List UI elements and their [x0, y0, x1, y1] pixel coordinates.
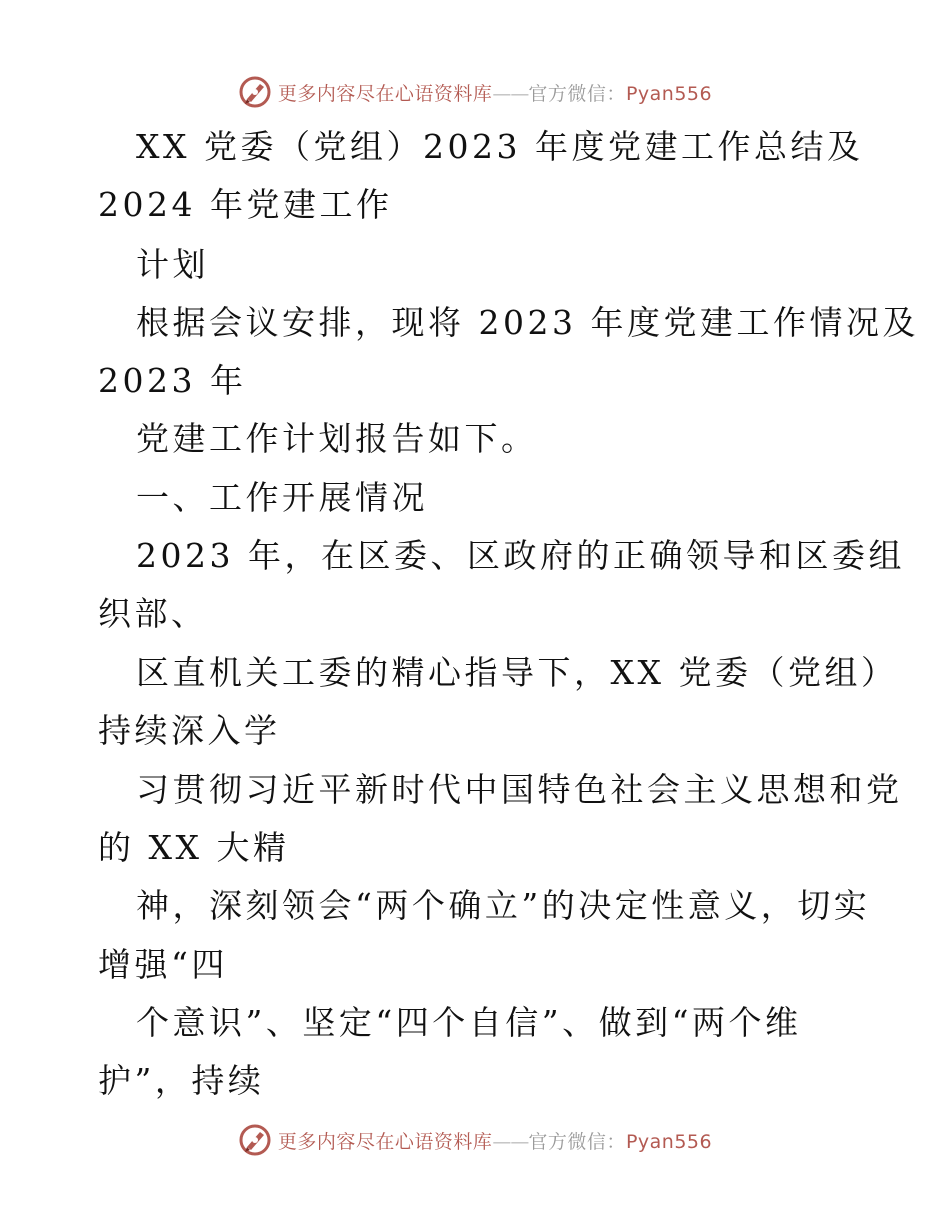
paragraph-line: 2023 年，在区委、区政府的正确领导和区委组 [136, 536, 905, 575]
paragraph-line: 神，深刻领会“两个确立”的决定性意义，切实 [136, 886, 871, 925]
watermark-contact-id: Pyan556 [625, 82, 713, 105]
watermark-separator: —— [492, 82, 529, 105]
watermark-brand: 更多内容尽在心语资料库 [277, 82, 493, 105]
document-title-line-2: 2024 年党建工作 [98, 185, 393, 224]
section-heading: 一、工作开展情况 [136, 478, 428, 517]
watermark-contact-label: 官方微信： [528, 82, 626, 105]
pen-seal-logo-icon [238, 1123, 272, 1157]
paragraph-line: 习贯彻习近平新时代中国特色社会主义思想和党 [136, 770, 903, 809]
watermark-contact-id: Pyan556 [625, 1130, 713, 1153]
paragraph-line: 2023 年 [98, 361, 247, 400]
paragraph-line: 区直机关工委的精心指导下，XX 党委（党组） [136, 653, 898, 692]
watermark-brand: 更多内容尽在心语资料库 [277, 1130, 493, 1153]
watermark-separator: —— [492, 1130, 529, 1153]
watermark-contact-label: 官方微信： [528, 1130, 626, 1153]
document-title-line-1: XX 党委（党组）2023 年度党建工作总结及 [136, 127, 864, 166]
document-title-line-3: 计划 [136, 245, 209, 284]
paragraph-line: 护”，持续 [98, 1061, 265, 1100]
footer-watermark [0, 1120, 950, 1160]
paragraph-line: 根据会议安排，现将 2023 年度党建工作情况及 [136, 303, 919, 342]
paragraph-line: 持续深入学 [98, 711, 281, 750]
paragraph-line: 党建工作计划报告如下。 [136, 419, 538, 458]
paragraph-line: 个意识”、坚定“四个自信”、做到“两个维 [136, 1003, 802, 1042]
paragraph-line: 织部、 [98, 594, 208, 633]
paragraph-line: 的 XX 大精 [98, 828, 290, 867]
paragraph-line: 增强“四 [98, 945, 228, 984]
